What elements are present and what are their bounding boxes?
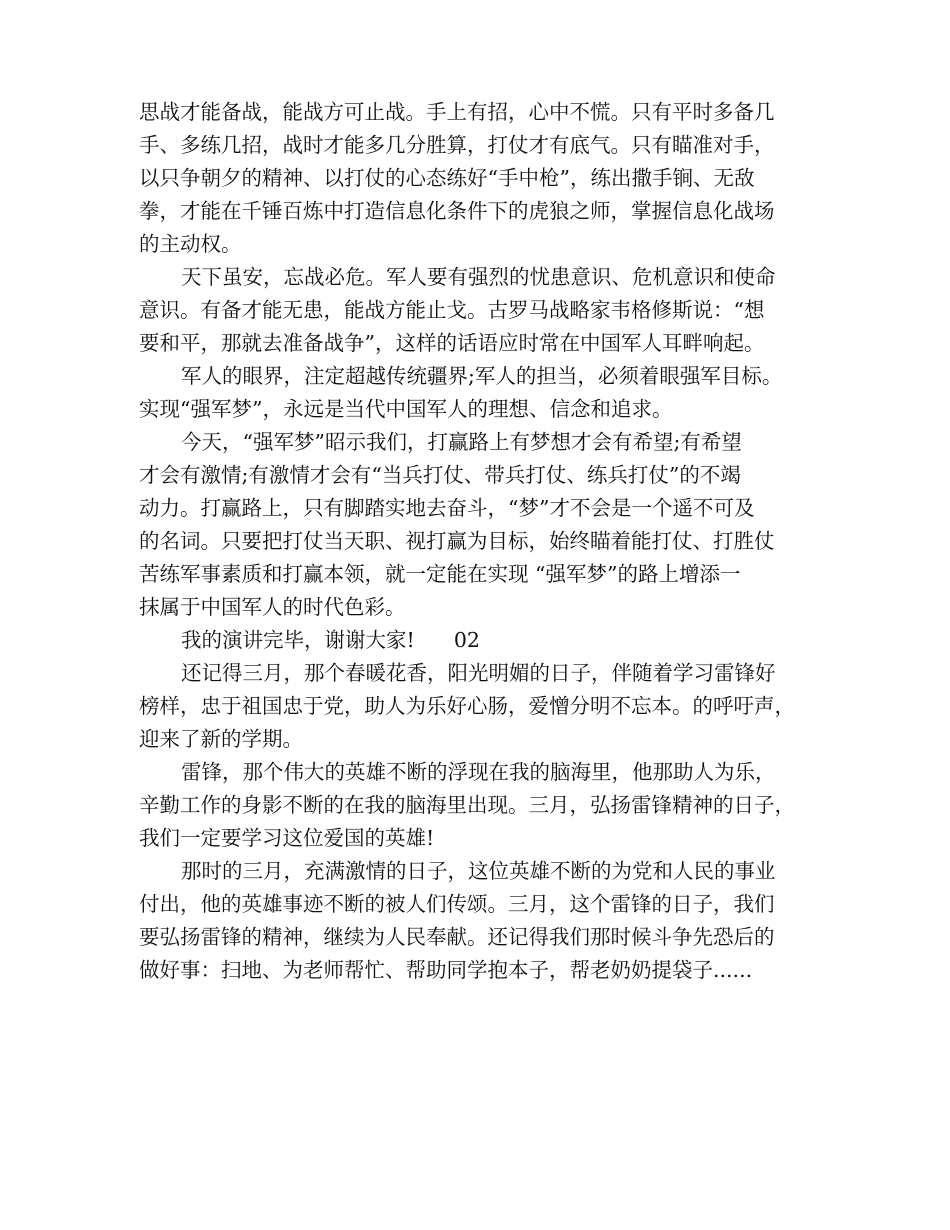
paragraph-line: 手、多练几招，战时才能多几分胜算，打仗才有底气。只有瞄准对手， bbox=[139, 133, 775, 157]
paragraph-line: 才会有激情;有激情才会有“当兵打仗、带兵打仗、练兵打仗”的不竭 bbox=[139, 463, 741, 487]
paragraph-line: 要弘扬雷锋的精神，继续为人民奉献。还记得我们那时候斗争先恐后的 bbox=[139, 925, 775, 949]
paragraph-first-line: 雷锋，那个伟大的英雄不断的浮现在我的脑海里，他那助人为乐， bbox=[181, 760, 776, 784]
paragraph-line: 要和平，那就去准备战争”，这样的话语应时常在中国军人耳畔响起。 bbox=[139, 331, 765, 355]
paragraph-line: 实现“强军梦”，永远是当代中国军人的理想、信念和追求。 bbox=[139, 397, 673, 421]
paragraph-line: 拳，才能在千锤百炼中打造信息化条件下的虎狼之师，掌握信息化战场 bbox=[139, 199, 775, 223]
paragraph-first-line: 我的演讲完毕，谢谢大家! 02 bbox=[181, 628, 480, 652]
paragraph-line: 榜样，忠于祖国忠于党，助人为乐好心肠，爱憎分明不忘本。的呼吁声， bbox=[139, 694, 795, 718]
document-body bbox=[139, 96, 829, 987]
paragraph-line: 的名词。只要把打仗当天职、视打赢为目标，始终瞄着能打仗、打胜仗 bbox=[139, 529, 775, 553]
paragraph-first-line: 天下虽安，忘战必危。军人要有强烈的忧患意识、危机意识和使命 bbox=[181, 265, 776, 289]
paragraph-line: 迎来了新的学期。 bbox=[139, 727, 303, 751]
paragraph-line: 做好事：扫地、为老师帮忙、帮助同学抱本子，帮老奶奶提袋子...... bbox=[139, 958, 753, 982]
paragraph-line: 我们一定要学习这位爱国的英雄! bbox=[139, 826, 435, 850]
paragraph-line: 动力。打赢路上，只有脚踏实地去奋斗，“梦”才不会是一个遥不可及 bbox=[139, 496, 755, 520]
paragraph-line: 苦练军事素质和打赢本领，就一定能在实现 “强军梦”的路上增添一 bbox=[139, 562, 741, 586]
paragraph-line: 抹属于中国军人的时代色彩。 bbox=[139, 595, 406, 619]
paragraph-line: 意识。有备才能无患，能战方能止戈。古罗马战略家韦格修斯说：“想 bbox=[139, 298, 765, 322]
paragraph-first-line: 今天，“强军梦”昭示我们，打赢路上有梦想才会有希望;有希望 bbox=[181, 430, 742, 454]
paragraph-line: 以只争朝夕的精神、以打仗的心态练好“手中枪”，练出撒手锏、无敌 bbox=[139, 166, 755, 190]
paragraph-line: 付出，他的英雄事迹不断的被人们传颂。三月，这个雷锋的日子，我们 bbox=[139, 892, 775, 916]
paragraph-first-line: 军人的眼界，注定超越传统疆界;军人的担当，必须着眼强军目标。 bbox=[181, 364, 783, 388]
paragraph-line: 辛勤工作的身影不断的在我的脑海里出现。三月，弘扬雷锋精神的日子， bbox=[139, 793, 795, 817]
paragraph-line: 思战才能备战，能战方可止战。手上有招，心中不慌。只有平时多备几 bbox=[139, 100, 775, 124]
paragraph-first-line: 那时的三月，充满激情的日子，这位英雄不断的为党和人民的事业 bbox=[181, 859, 776, 883]
paragraph-line: 的主动权。 bbox=[139, 232, 242, 256]
paragraph-first-line: 还记得三月，那个春暖花香，阳光明媚的日子，伴随着学习雷锋好 bbox=[181, 661, 776, 685]
